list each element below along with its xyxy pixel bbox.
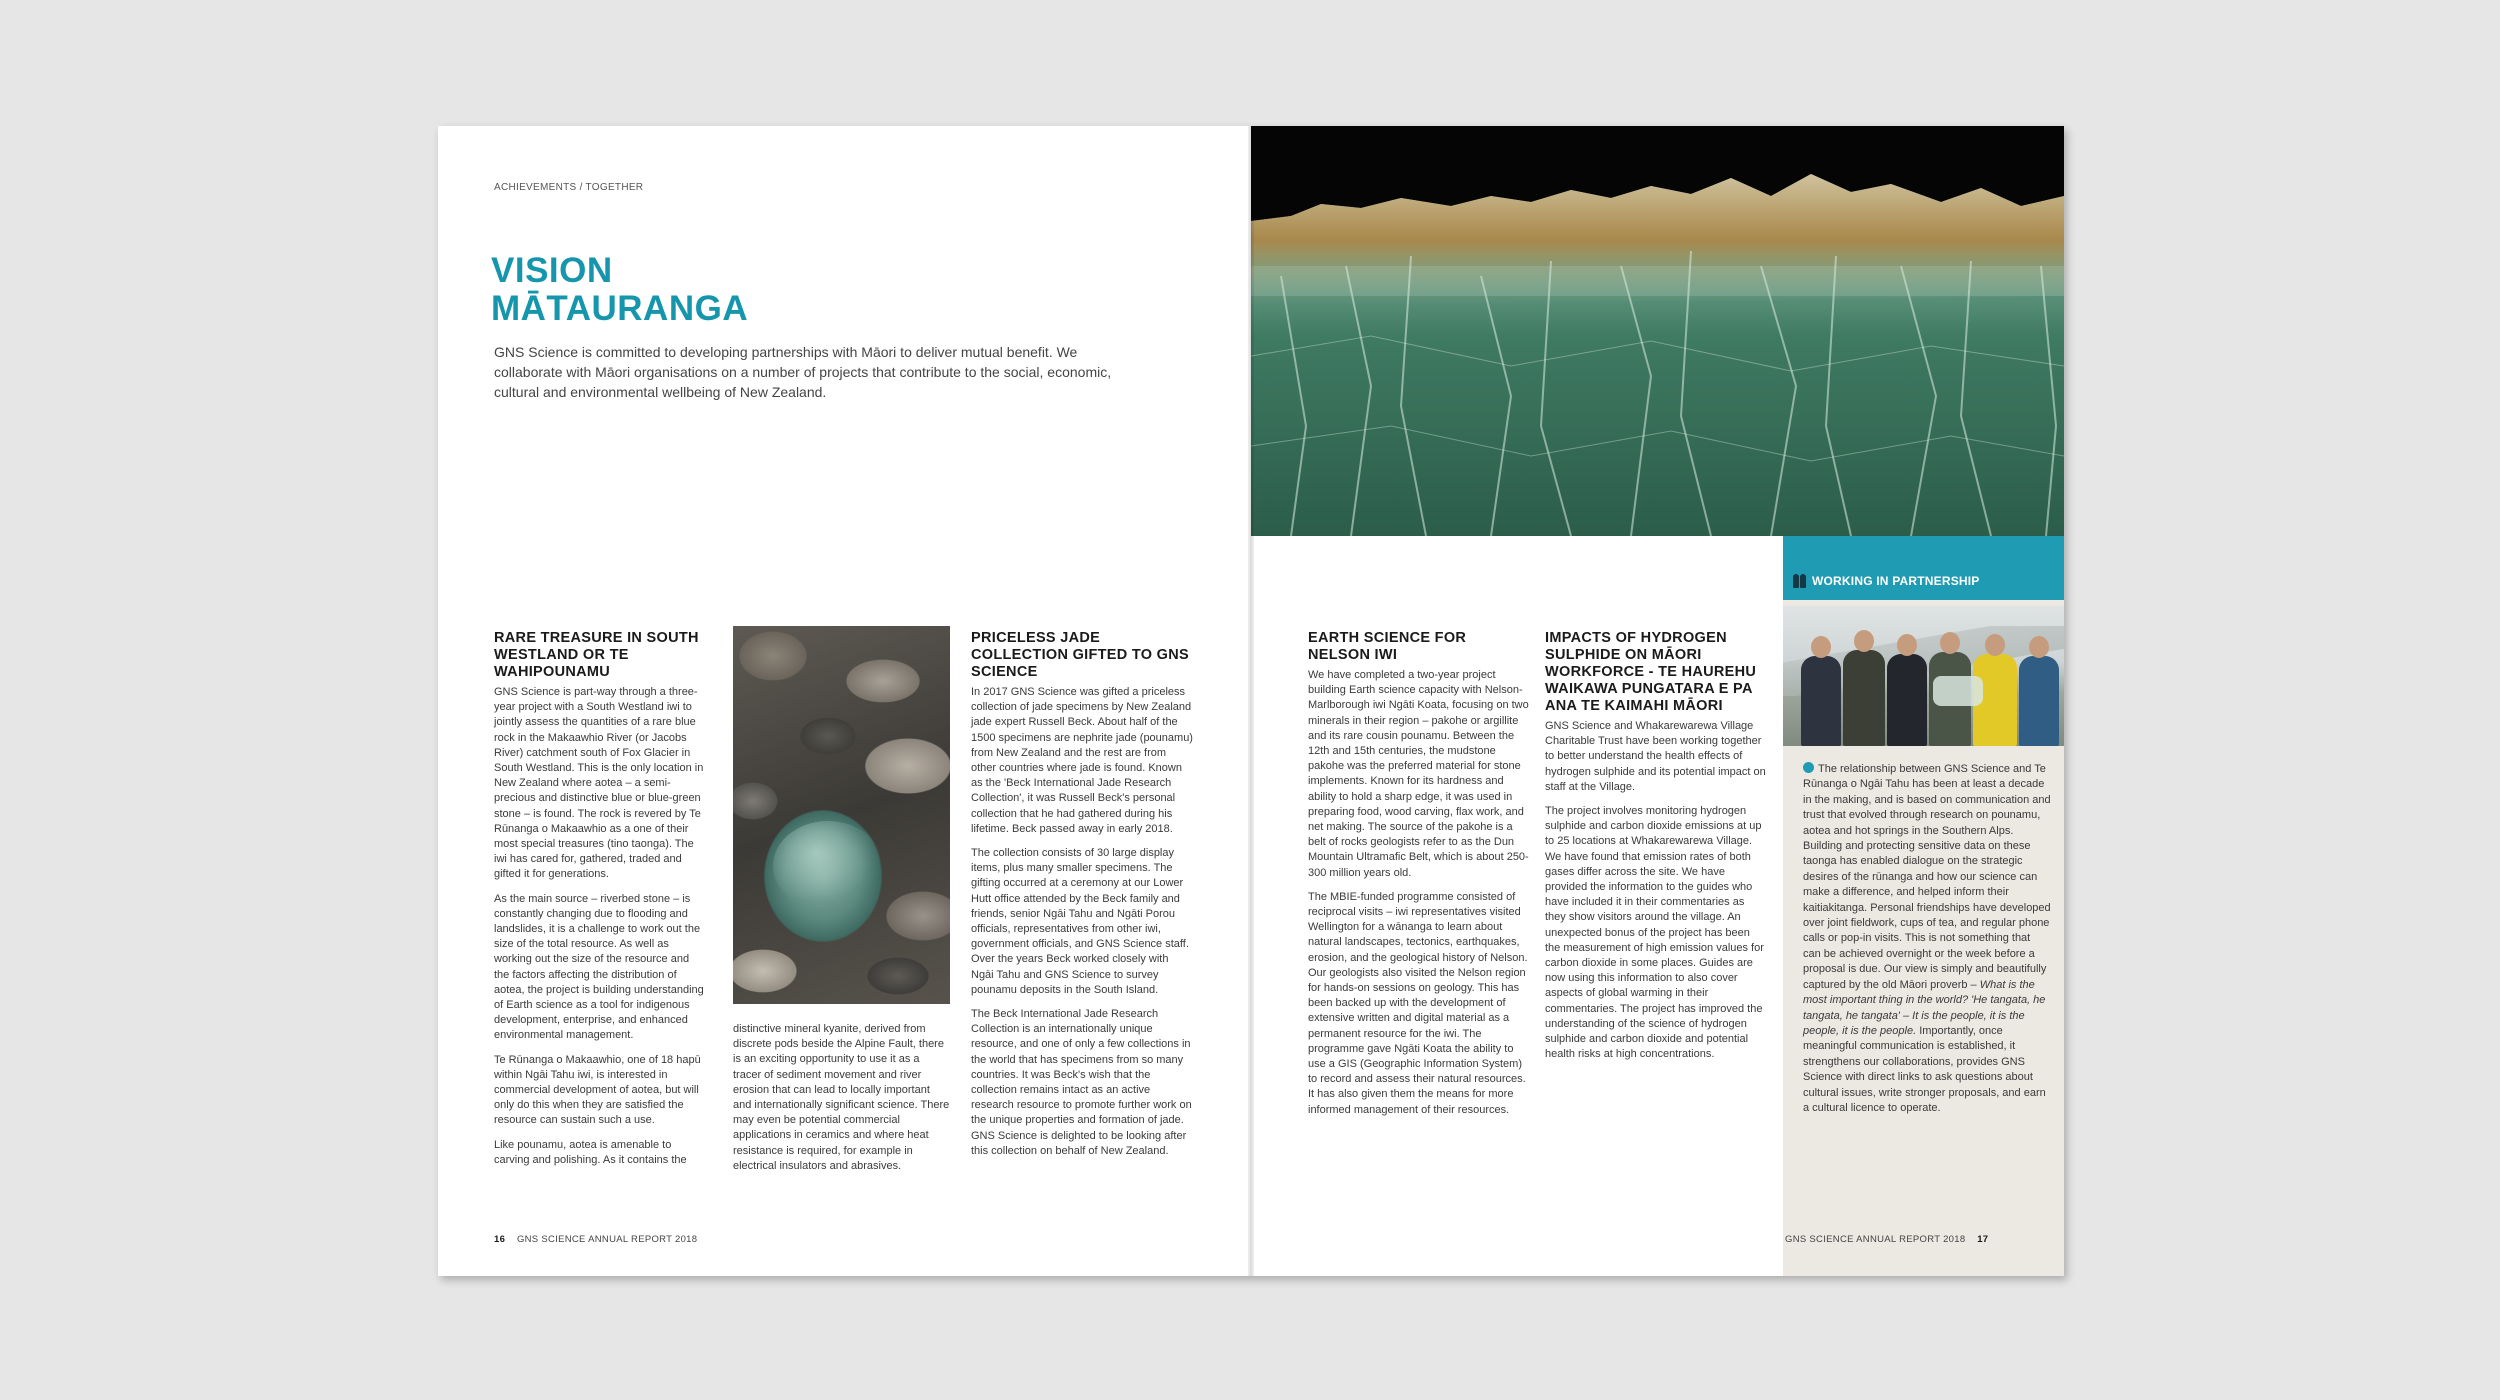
article-hydrogen-sulphide bbox=[1545, 630, 1767, 1071]
footer-text: GNS SCIENCE ANNUAL REPORT 2018 bbox=[516, 1234, 698, 1245]
people-icon bbox=[1793, 574, 1806, 588]
footer-right bbox=[1785, 1234, 1988, 1245]
team-photo bbox=[1783, 606, 2064, 746]
article-heading: IMPACTS OF HYDROGEN SULPHIDE ON MĀORI WORKFORCE - TE HAUREHU WAIKAWA PUNGATARA E PA ANA TE KAIMAHI MĀORI bbox=[1545, 630, 1757, 714]
article-heading: RARE TREASURE IN SOUTH WESTLAND OR TE WAHIPOUNAMU bbox=[494, 630, 699, 680]
paragraph: The MBIE-funded programme consisted of reciprocal visits – iwi representatives visited Wellington for a wānanga to learn about natural landscapes, tectonics, earthquakes, erosion, and the geological history of Nelson. Our geologists also visited the Nelson region for hands-on sessions on geology. This has been backed up with the development of extensive written and digital material as a permanent resource for the iwi. The programme gave Ngāti Koata the ability to use a GIS (Geographic Information System) to record and assess their natural resources. It has also given them the means for more informed management of their resources. bbox=[1308, 890, 1528, 1116]
jade-stone bbox=[1933, 676, 1983, 706]
footer-text: GNS SCIENCE ANNUAL REPORT 2018 bbox=[1785, 1234, 1966, 1245]
page-number: 17 bbox=[1977, 1234, 1989, 1245]
jade-illustration bbox=[1251, 126, 2064, 536]
article-heading: PRICELESS JADE COLLECTION GIFTED TO GNS SCIENCE bbox=[971, 630, 1189, 680]
title-line-2: MĀTAURANGA bbox=[491, 289, 749, 328]
sidebar-title: WORKING IN PARTNERSHIP bbox=[1812, 574, 1980, 588]
sidebar-header bbox=[1783, 536, 2064, 600]
paragraph: The Beck International Jade Research Collection is an internationally unique resource, and one of only a few collections in the world that has specimens from so many countries. It was Beck's wish that the collection remains intact as an active research resource to promote further work on the unique properties and formation of jade. GNS Science is delighted to be looking after this collection on behalf of New Zealand. bbox=[971, 1008, 1192, 1157]
section-label: ACHIEVEMENTS / TOGETHER bbox=[494, 182, 644, 193]
bullet-icon bbox=[1803, 762, 1814, 773]
paragraph: We have completed a two-year project building Earth science capacity with Nelson-Marlborough iwi Ngāti Koata, focusing on two minerals in their region – pakohe or argillite and its rare cousin pounamu. Between the 12th and 15th centuries, the mudstone pakohe was the preferred material for stone implements. Known for its hardness and ability to hold a sharp edge, it was used in preparing food, wood carving, flax work, and net making. The source of the pakohe is a belt of rocks geologists refer to as the Dun Mountain Ultramafic Belt, which is about 250-300 million years old. bbox=[1308, 669, 1529, 879]
title-line-1: VISION bbox=[491, 251, 613, 290]
spine-gutter bbox=[1248, 126, 1254, 1276]
article-heading: EARTH SCIENCE FOR NELSON IWI bbox=[1308, 630, 1467, 663]
paragraph: In 2017 GNS Science was gifted a priceless collection of jade specimens by New Zealand jade expert Russell Beck. About half of the 1500 specimens are nephrite jade (pounamu) from New Zealand and the rest are from other countries where jade is found. Known as the 'Beck International Jade Research Collection', it was Russell Beck's personal collection that he had gathered during his lifetime. Beck passed away in early 2018. bbox=[971, 686, 1193, 835]
page-number: 16 bbox=[494, 1234, 506, 1245]
page-title bbox=[491, 252, 748, 328]
footer-left bbox=[494, 1234, 697, 1245]
paragraph: GNS Science and Whakarewarewa Village Charitable Trust have been working together to better understand the health effects of hydrogen sulphide and its potential impact on staff at the Village. bbox=[1545, 720, 1766, 793]
paragraph: The project involves monitoring hydrogen sulphide and carbon dioxide emissions at up to 25 locations at Whakarewarewa Village. We have found that emission rates of both gases differ across the site. We have provided the information to the guides who have included it in their commentaries as they show visitors around the village. An unexpected bonus of the project has been the measurement of high emission values for carbon dioxide in some places. Guides are now using this information to also cover aspects of global warming in their commentaries. The project has improved the understanding of the science of hydrogen sulphide and carbon dioxide and potential health risks at high concentrations. bbox=[1545, 805, 1764, 1061]
right-page bbox=[1251, 126, 2064, 1276]
partnership-sidebar bbox=[1783, 536, 2064, 1276]
article-rare-treasure bbox=[494, 630, 706, 1177]
paragraph: GNS Science is part-way through a three-year project with a South Westland iwi to jointly assess the quantities of a rare blue rock in the Makaawhio River (or Jacobs River) catchment south of Fox Glacier in South Westland. This is the only location in New Zealand where aotea – a semi-precious and distinctive blue or blue-green stone – is found. The rock is revered by Te Rūnanga o Makaawhio as a one of their most special treasures (tino taonga). The iwi has cared for, gathered, traded and gifted it for generations. bbox=[494, 686, 704, 881]
river-rocks-photo bbox=[733, 626, 950, 1004]
article-earth-science bbox=[1308, 630, 1530, 1127]
paragraph: The collection consists of 30 large display items, plus many smaller specimens. The gifting occurred at a ceremony at our Lower Hutt office attended by the Beck family and friends, senior Ngāi Tahu and Ngāti Porou officials, representatives from other iwi, government officials, and GNS Science staff. Over the years Beck worked closely with Ngāi Tahu and GNS Science to survey pounamu deposits in the South Island. bbox=[971, 847, 1189, 996]
left-page bbox=[438, 126, 1251, 1276]
jade-boulder-photo bbox=[1251, 126, 2064, 536]
article-rare-treasure-continued bbox=[733, 1022, 950, 1183]
paragraph: distinctive mineral kyanite, derived from discrete pods beside the Alpine Fault, there is an exciting opportunity to use it as a tracer of sediment movement and river erosion that can lead to locally important and internationally significant science. There may even be potential commercial applications in ceramics and where heat resistance is required, for example in electrical insulators and abrasives. bbox=[733, 1023, 950, 1172]
article-jade-collection bbox=[971, 630, 1193, 1168]
paragraph: Te Rūnanga o Makaawhio, one of 18 hapū within Ngāi Tahu iwi, is interested in commercial development of aotea, but will only do this when they are satisfied the resource can sustain such a use. bbox=[494, 1053, 701, 1127]
intro-paragraph: GNS Science is committed to developing partnerships with Māori to deliver mutual benefit. We collaborate with Māori organisations on a number of projects that contribute to the social, economic, cultural and environmental wellbeing of New Zealand. bbox=[494, 344, 1112, 400]
paragraph: Like pounamu, aotea is amenable to carving and polishing. As it contains the bbox=[494, 1138, 687, 1166]
magazine-spread bbox=[438, 126, 2064, 1276]
paragraph: As the main source – riverbed stone – is constantly changing due to flooding and landslides, it is a challenge to work out the size of the total resource. As well as working out the size of the resource and the factors affecting the distribution of aotea, the project is building understanding of Earth science as a tool for indigenous development, enterprise, and enhanced environmental management. bbox=[494, 892, 704, 1042]
sidebar-text: The relationship between GNS Science and Te Rūnanga o Ngāi Tahu has been at least a decade in the making, and is based on communication and trust that evolved through research on pounamu, aotea and hot springs in the Southern Alps. Building and protecting sensitive data on these taonga has enabled dialogue on the strategic desires of the rūnanga and how our science can make a difference, and helped inform their kaitiakitanga. Personal friendships have developed over joint fieldwork, cups of tea, and regular phone calls or pop-in visits. This is not something that can be achieved overnight or the week before a proposal is due. Our view is simply and beautifully captured by the old Māori proverb – What is the most important thing in the world? 'He tangata, he tangata, he tangata' – It is the people, it is the people, it is the people. Importantly, once meaningful communication is established, it strengthens our collaborations, provides GNS Science with direct links to ask questions about cultural issues, write stronger proposals, and earn a cultural licence to operate. bbox=[1803, 763, 2051, 1114]
